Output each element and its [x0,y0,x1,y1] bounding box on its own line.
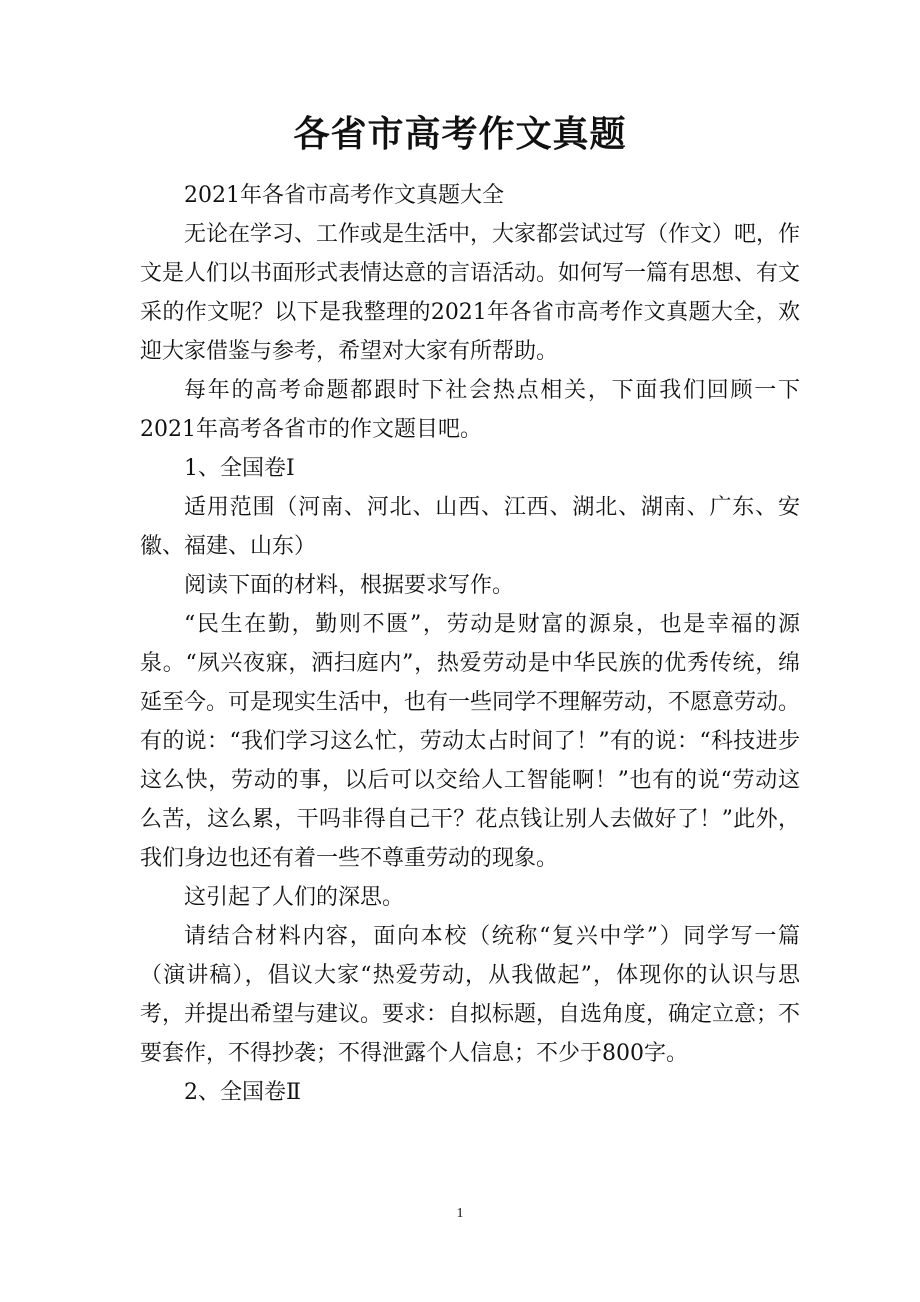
task-paragraph: 请结合材料内容，面向本校（统称“复兴中学”）同学写一篇（演讲稿），倡议大家“热爱劳动，从我做起”，体现你的认识与思考，并提出希望与建议。要求：自拟标题，自选角度，确定立意；不要套作，不得抄袭；不得泄露个人信息；不少于800字。 [140,924,801,1066]
scope-paragraph: 适用范围（河南、河北、山西、江西、湖北、湖南、广东、安徽、福建、山东） [140,495,800,559]
context-paragraph: 每年的高考命题都跟时下社会热点相关，下面我们回顾一下2021年高考各省市的作文题目吧。 [140,378,800,442]
document-body [140,176,800,1112]
section-heading: 2、全国卷Ⅱ [184,1080,301,1105]
subtitle-paragraph: 2021年各省市高考作文真题大全 [184,183,504,208]
instruction-paragraph: 阅读下面的材料，根据要求写作。 [184,573,515,598]
material-paragraph: “民生在勤，勤则不匮”，劳动是财富的源泉，也是幸福的源泉。“夙兴夜寐，洒扫庭内”，热爱劳动是中华民族的优秀传统，绵延至今。可是现实生活中，也有一些同学不理解劳动，不愿意劳动。有的说：“我们学习这么忙，劳动太占时间了！”有的说：“科技进步这么快，劳动的事，以后可以交给人工智能啊！”也有的说“劳动这么苦，这么累，干吗非得自己干？花点钱让别人去做好了！”此外，我们身边也还有着一些不尊重劳动的现象。 [140,612,801,871]
intro-paragraph: 无论在学习、工作或是生活中，大家都尝试过写（作文）吧，作文是人们以书面形式表情达意的言语活动。如何写一篇有思想、有文采的作文呢？以下是我整理的2021年各省市高考作文真题大全，欢迎大家借鉴与参考，希望对大家有所帮助。 [140,222,801,364]
section-heading: 1、全国卷Ⅰ [184,456,295,481]
page-title: 各省市高考作文真题 [293,113,627,155]
reflection-paragraph: 这引起了人们的深思。 [184,885,405,910]
page-number: 1 [456,1206,464,1221]
